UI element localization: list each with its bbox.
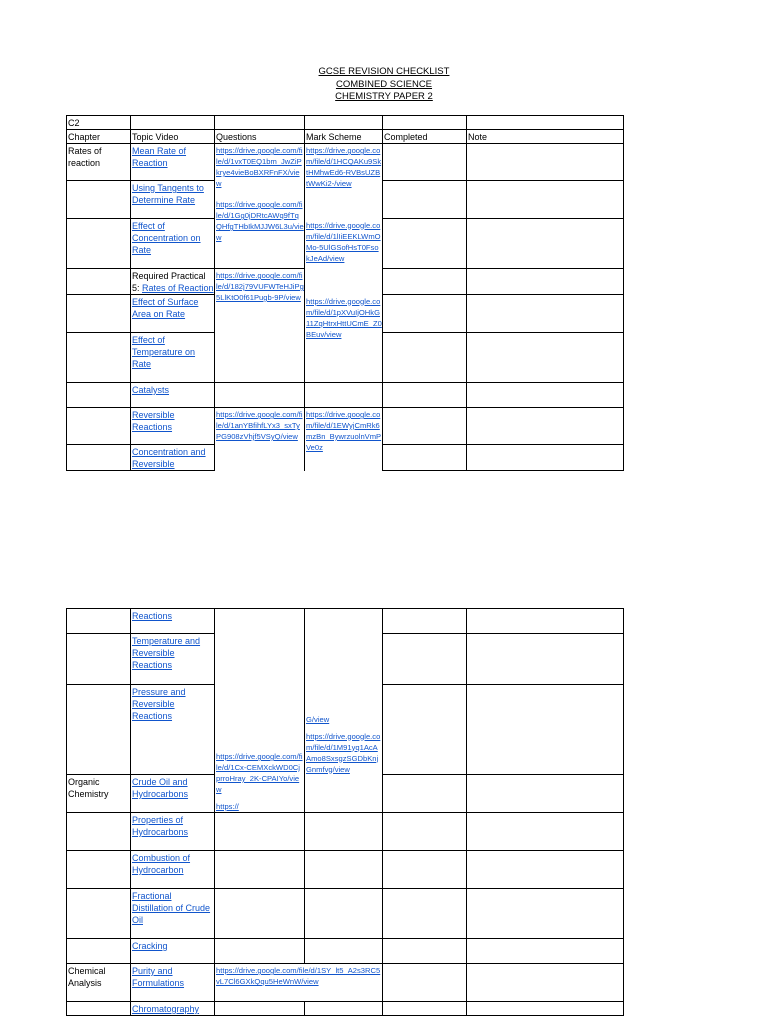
- col-header-mark-scheme: Mark Scheme: [305, 130, 383, 144]
- questions-link-2[interactable]: https://drive.google.com/file/d/1Gg0jDRtcAWq9fTqQHfgTHbIkMJJW6L3u/view: [216, 200, 304, 242]
- topic-link-purity-formulations[interactable]: Purity and Formulations: [132, 966, 185, 988]
- checklist-table-part-1: [66, 115, 624, 471]
- title-line-1: GCSE REVISION CHECKLIST: [318, 66, 450, 77]
- required-practical-label: Required Practical 5:: [132, 271, 206, 293]
- col-header-questions: Questions: [215, 130, 305, 144]
- table-row: [67, 775, 624, 813]
- topic-link-mean-rate[interactable]: Mean Rate of Reaction: [132, 146, 187, 168]
- topic-link-using-tangents[interactable]: Using Tangents to Determine Rate: [132, 183, 204, 205]
- col-header-note: Note: [467, 130, 624, 144]
- table-row: [67, 383, 624, 408]
- table-row: [67, 219, 624, 269]
- questions-link-3[interactable]: https://drive.google.com/file/d/182j79VUFWTeHJiPg5LlKtO0f61Pugb-9P/view: [216, 271, 304, 302]
- topic-link-pressure-reversible[interactable]: Pressure and Reversible Reactions: [132, 687, 186, 721]
- mark-scheme-link-1[interactable]: https://drive.google.com/file/d/1HCQAKu9SktHMhwEd6-RVBsUZBtWwKi2-/view: [306, 146, 382, 188]
- mark-scheme-link-4-end[interactable]: G/view: [306, 714, 330, 724]
- table-row: [67, 144, 624, 181]
- topic-link-effect-of-concentration[interactable]: Effect of Concentration on Rate: [132, 221, 201, 255]
- topic-link-effect-of-temperature[interactable]: Effect of Temperature on Rate: [132, 335, 196, 369]
- topic-link-temperature-reversible[interactable]: Temperature and Reversible Reactions: [132, 636, 201, 670]
- mark-scheme-link-4[interactable]: https://drive.google.com/file/d/1EWyjCmRk6mzBn_BywrzuolnVmPVe0z: [306, 410, 382, 452]
- title-line-3: CHEMISTRY PAPER 2: [335, 91, 433, 102]
- section-code: C2: [67, 116, 131, 130]
- mark-scheme-link-5[interactable]: https://drive.google.com/file/d/1M91yq1AcAAmo8SxsgzSGDbKnjGnmfvg/view: [306, 731, 381, 774]
- topic-link-reversible-reactions[interactable]: Reversible Reactions: [132, 410, 175, 432]
- questions-link-5[interactable]: https://drive.google.com/file/d/1Cx-CEMXckWD0CjprroHray_2K-CPAIYo/view: [216, 752, 303, 794]
- document-title-block: [0, 66, 768, 104]
- table-row: [67, 813, 624, 851]
- topic-link-catalysts[interactable]: Catalysts: [132, 385, 170, 395]
- chapter-organic-chemistry: Organic Chemistry: [67, 775, 131, 813]
- topic-link-cracking[interactable]: Cracking: [132, 941, 168, 951]
- col-header-chapter: Chapter: [67, 130, 131, 144]
- questions-link-4[interactable]: https://drive.google.com/file/d/1anYBfihfLYx3_sxTyPG908zVhjf5VSyQ/view: [216, 410, 303, 441]
- col-header-completed: Completed: [383, 130, 467, 144]
- checklist-table-part-2: [66, 608, 624, 1016]
- table-row: [67, 889, 624, 939]
- table-row: [67, 939, 624, 964]
- topic-link-reversible-reactions-cont[interactable]: Reactions: [132, 611, 173, 621]
- topic-link-fractional-distillation[interactable]: Fractional Distillation of Crude Oil: [132, 891, 211, 925]
- table-row: [67, 408, 624, 445]
- topic-link-crude-oil[interactable]: Crude Oil and Hydrocarbons: [132, 777, 189, 799]
- table-row: [67, 1002, 624, 1016]
- chapter-chemical-analysis: Chemical Analysis: [67, 964, 131, 1002]
- header-row: [67, 130, 624, 144]
- topic-link-combustion[interactable]: Combustion of Hydrocarbon: [132, 853, 191, 875]
- table-row: [67, 964, 624, 1002]
- mark-scheme-link-2[interactable]: https://drive.google.com/file/d/1lIiEEKLWmOMo-5UlGSofHsT0FsokJeAd/view: [306, 220, 381, 263]
- col-header-topic-video: Topic Video: [131, 130, 215, 144]
- table-row: [67, 609, 624, 634]
- table-row: [67, 295, 624, 333]
- questions-link-6[interactable]: https://: [216, 802, 239, 811]
- title-line-2: COMBINED SCIENCE: [335, 78, 433, 90]
- mark-scheme-link-3[interactable]: https://drive.google.com/file/d/1pXVuIjOHkG11ZqHtrxHttUCmE_Z0BEuv/view: [306, 296, 382, 339]
- questions-link-7[interactable]: https://drive.google.com/file/d/1SY_lt5_A2s3RC5vL7Cl6GXkQqu5HeWnW/view: [216, 966, 381, 986]
- chapter-rates-of-reaction: Rates of reaction: [67, 144, 131, 181]
- topic-link-chromatography[interactable]: Chromatography: [132, 1004, 200, 1014]
- topic-link-effect-of-surface-area[interactable]: Effect of Surface Area on Rate: [132, 297, 199, 319]
- topic-link-properties-hydrocarbons[interactable]: Properties of Hydrocarbons: [132, 815, 189, 837]
- topic-link-concentration-reversible[interactable]: Concentration and Reversible: [132, 447, 206, 469]
- table-row: [67, 851, 624, 889]
- topic-link-rates-of-reaction-practical[interactable]: Rates of Reaction: [142, 283, 214, 293]
- questions-link-1[interactable]: https://drive.google.com/file/d/1vxT0EQ1bm_JwZiPkrye4vieBoBXRFnFX/view: [216, 146, 303, 188]
